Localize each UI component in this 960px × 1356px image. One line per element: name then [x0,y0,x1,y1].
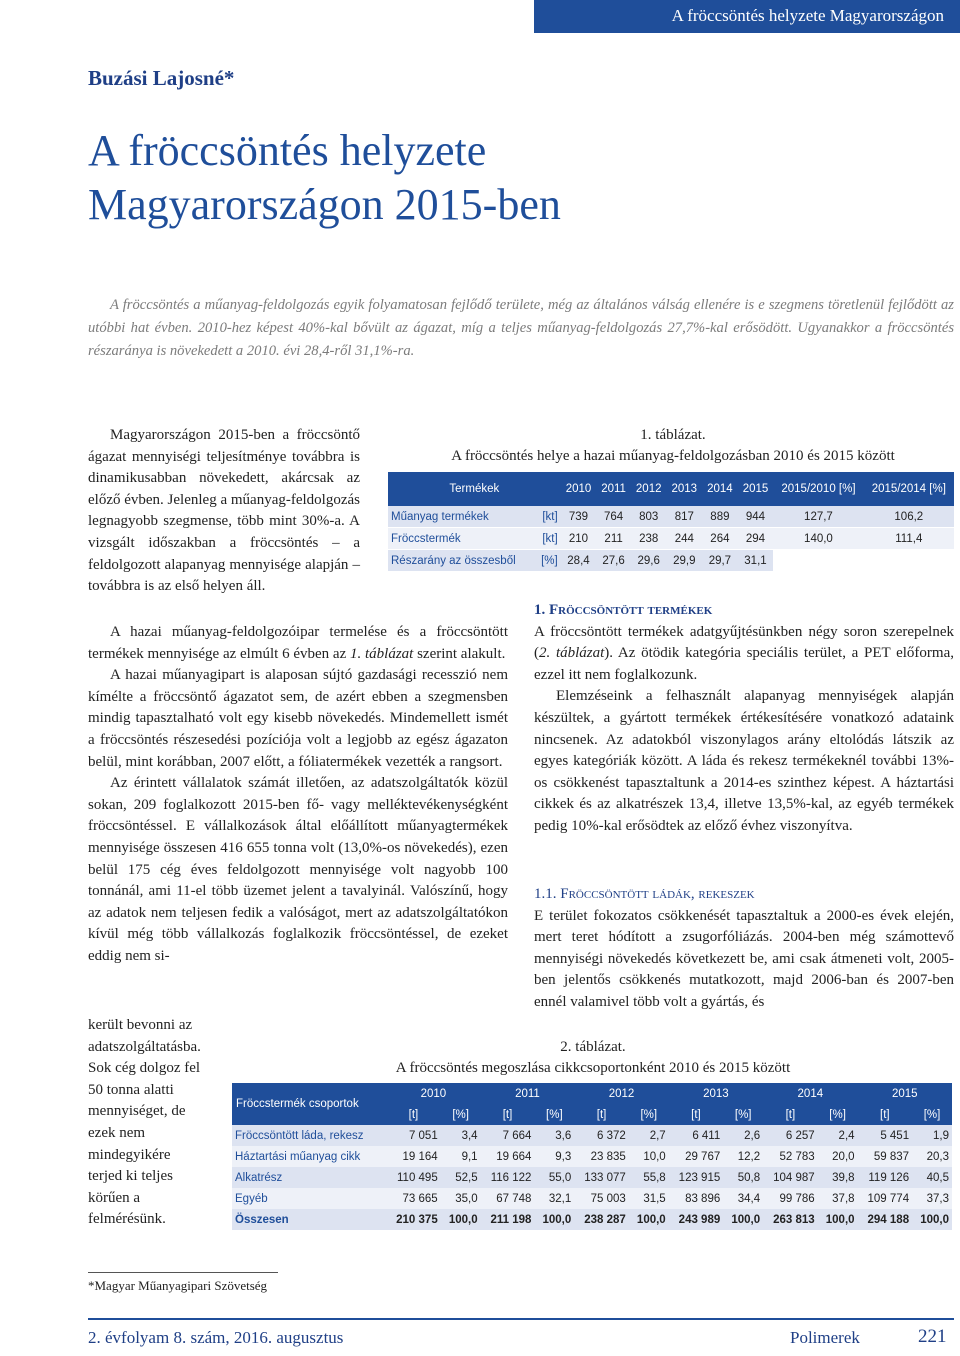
cell: 55,8 [629,1167,669,1188]
cell: 100,0 [441,1209,481,1230]
cell: 20,0 [818,1146,858,1167]
footer-journal: Polimerek [790,1328,860,1347]
text-run: A fröccsöntött termékek adatgyűjtésünkben négy soron szerepelnek ( [534,623,954,662]
table1-head-year: 2012 [631,472,667,506]
table2-head-year: 2011 [481,1083,575,1104]
cell: 35,0 [441,1188,481,1209]
cell: 59 837 [858,1146,913,1167]
cell: 32,1 [534,1188,574,1209]
cell: 109 774 [858,1188,913,1209]
row-label: Összesen [232,1209,386,1230]
footnote: *Magyar Műanyagipari Szövetség [88,1278,268,1293]
cell: 50,8 [723,1167,763,1188]
cell: 83 896 [669,1188,724,1209]
cell [864,550,954,572]
text-run: A hazai műanyag-feldolgozóipar termelése és a fröccsöntött termékek mennyisége az elmúlt 6 évben az [88,624,508,662]
unit-pct: [%] [629,1104,669,1125]
cell: 6 411 [669,1125,724,1146]
cell: 29,9 [667,550,703,572]
table1-head-year: 2013 [667,472,703,506]
paragraph: került bevonni az adatszolgáltatásba. Sok cég dolgoz fel 50 tonna alatti mennyiséget, de ezek nem mindegyikére terjed ki teljes körűen a felmérésünk. [88,1017,201,1228]
cell: 2,6 [723,1125,763,1146]
unit-pct: [%] [441,1104,481,1125]
table1-head-ratio: 2015/2014 [%] [864,472,954,506]
cell: 140,0 [773,528,863,550]
running-header-bar [534,0,960,33]
table2-head-label: Fröccstermék csoportok [232,1083,386,1125]
abstract: A fröccsöntés a műanyag-feldolgozás egyik folyamatosan fejlődő területe, még az általános válság ellenére is e szegmens töretlenül fejlődött az utóbbi hat évben. 2010-hez képest 40%-kal bővült az ágazat, míg a teljes műanyag-feldolgozás 27,7%-kal erősödött. Ugyanakkor a fröccsöntés részaránya is növekedett a 2010. évi 28,4-ről 31,1%-ra. [88,297,954,359]
unit-pct: [%] [534,1104,574,1125]
paragraph: E terület fokozatos csökkenését tapasztaltuk a 2000-es évek elején, mert teret hódított a zsugorfóliázás. 2004-ben még számottevő mennyiségi növekedés következett be, ami csak átmeneti volt, 2005-ben jelentős csökkenés mutatkozott, majd 2006-ban és 2007-ben ennél valamivel több volt a gyártás, és [534,907,954,1010]
cell: 29,6 [631,550,667,572]
title-line-2: Magyarországon 2015-ben [88,180,561,229]
table1-head-label: Termékek [388,472,561,506]
cell: 100,0 [534,1209,574,1230]
table1-caption-number: 1. táblázat. [640,427,706,443]
cell: 244 [667,528,703,550]
cell: 803 [631,506,667,528]
title-line-1: A fröccsöntés helyzete [88,126,487,175]
cell: 104 987 [763,1167,818,1188]
row-label: Háztartási műanyag cikk [232,1146,386,1167]
cell: 111,4 [864,528,954,550]
cell: 119 126 [858,1167,913,1188]
paragraph [88,622,508,665]
cell: 238 [631,528,667,550]
table-row [232,1209,952,1230]
table2 [232,1083,952,1230]
cell: 5 451 [858,1125,913,1146]
left-column-body [88,622,508,968]
cell: 67 748 [481,1188,535,1209]
cell: 6 372 [574,1125,629,1146]
cell: 9,3 [534,1146,574,1167]
cell: 19 164 [386,1146,441,1167]
row-unit: [%] [535,550,560,572]
table1-caption [388,425,958,467]
unit-t: [t] [386,1104,441,1125]
cell: 123 915 [669,1167,724,1188]
table-row [232,1146,952,1167]
table1-header-row [388,472,954,506]
cell: 29 767 [669,1146,724,1167]
cell: 211 198 [481,1209,535,1230]
table2-caption-title: A fröccsöntés megoszlása cikkcsoportonként 2010 és 2015 között [395,1060,791,1076]
table1-head-year: 2014 [702,472,738,506]
cell: 31,5 [629,1188,669,1209]
cell: 73 665 [386,1188,441,1209]
cell: 263 813 [763,1209,818,1230]
footer-issue: 2. évfolyam 8. szám, 2016. augusztus [88,1328,344,1347]
cell: 7 664 [481,1125,535,1146]
text-run: ). Az ötödik kategória speciális terület, a PET előforma, ezzel itt nem foglalkozunk. [534,645,954,683]
cell: 31,1 [738,550,774,572]
row-label: Részarány az összesből [388,550,535,572]
cell: 39,8 [818,1167,858,1188]
paragraph [534,622,954,687]
cell: 99 786 [763,1188,818,1209]
text-run: szerint alakult. [413,645,506,662]
table-reference: 1. táblázat [349,645,414,662]
cell: 28,4 [561,550,597,572]
table-row [232,1167,952,1188]
right-column-section1 [534,600,954,838]
cell: 3,4 [441,1125,481,1146]
running-title: A fröccsöntés helyzete Magyarországon [671,6,944,25]
cell: 133 077 [574,1167,629,1188]
cell: 75 003 [574,1188,629,1209]
cell: 238 287 [574,1209,629,1230]
cell: 12,2 [723,1146,763,1167]
cell: 110 495 [386,1167,441,1188]
cell: 817 [667,506,703,528]
article-title [88,124,848,232]
cell: 23 835 [574,1146,629,1167]
cell: 55,0 [534,1167,574,1188]
row-label: Fröccsöntött láda, rekesz [232,1125,386,1146]
cell: 116 122 [481,1167,535,1188]
right-column-section2 [534,884,954,1014]
cell: 6 257 [763,1125,818,1146]
cell: 764 [596,506,631,528]
cell: 9,1 [441,1146,481,1167]
cell: 264 [702,528,738,550]
cell: 52 783 [763,1146,818,1167]
row-label: Fröccstermék [388,528,535,550]
section-heading: 1.1. Fröccsöntött ládák, rekeszek [534,886,755,902]
table-row [388,506,954,528]
cell: 34,4 [723,1188,763,1209]
cell: 210 [561,528,597,550]
cell: 243 989 [669,1209,724,1230]
table1-head-ratio: 2015/2010 [%] [773,472,863,506]
cell: 100,0 [723,1209,763,1230]
cell [773,550,863,572]
table-reference: 2. táblázat [539,645,605,662]
left-column-intro [88,425,360,598]
table2-head-year: 2012 [574,1083,668,1104]
cell: 294 [738,528,774,550]
table1-head-year: 2015 [738,472,774,506]
unit-pct: [%] [818,1104,858,1125]
row-unit: [kt] [535,528,560,550]
left-column-continuation [88,1015,208,1231]
cell: 37,3 [912,1188,952,1209]
unit-t: [t] [858,1104,913,1125]
table2-caption [232,1037,954,1079]
cell: 127,7 [773,506,863,528]
table-row [232,1125,952,1146]
paragraph: Magyarországon 2015-ben a fröccsöntő ágazat mennyiségi teljesítménye továbbra is dinamikusabban növekedett, akárcsak az előző évben. Jelenleg a műanyag-feldolgozás legnagyobb szegmense, több mint 30%-a. A vizsgált időszakban a fröccsöntés – a feldolgozott alapanyag mennyisége alapján – továbbra is az első helyen áll. [88,427,360,595]
cell: 3,6 [534,1125,574,1146]
cell: 100,0 [912,1209,952,1230]
table1-head-year: 2010 [561,472,597,506]
table2-caption-number: 2. táblázat. [560,1039,626,1055]
table1 [388,472,954,572]
cell: 100,0 [629,1209,669,1230]
cell: 889 [702,506,738,528]
cell: 944 [738,506,774,528]
table2-head-year: 2010 [386,1083,480,1104]
cell: 210 375 [386,1209,441,1230]
table2-body [232,1125,952,1230]
unit-t: [t] [481,1104,535,1125]
cell: 52,5 [441,1167,481,1188]
cell: 106,2 [864,506,954,528]
unit-t: [t] [574,1104,629,1125]
row-label: Egyéb [232,1188,386,1209]
table1-head-year: 2011 [596,472,631,506]
table-row [388,550,954,572]
table2-head-year: 2013 [669,1083,763,1104]
cell: 1,9 [912,1125,952,1146]
row-label: Műanyag termékek [388,506,535,528]
author: Buzási Lajosné* [88,66,235,90]
table1-caption-title: A fröccsöntés helye a hazai műanyag-feldolgozásban 2010 és 2015 között [451,448,895,464]
cell: 40,5 [912,1167,952,1188]
section-heading: 1. Fröccsöntött termékek [534,602,713,618]
paragraph: Elemzéseink a felhasznált alapanyag mennyiségek alapján készültek, a gyártott termékek értékesítésére vonatkozó adataink nincsenek. Az adatokból viszonylagos arány eltolódás látszik az egyes kategóriák között. A láda és rekesz termékeknél további 13%-os csökkenést tapasztaltunk a 2014-es szinthez képest. A háztartási cikkek és az alkatrészek 13,4, illetve 13,5%-kal, az egyéb termékek pedig 10%-kal erősödtek az előző évhez viszonyítva. [534,688,954,834]
cell: 739 [561,506,597,528]
cell: 100,0 [818,1209,858,1230]
footnote-divider [88,1272,278,1273]
unit-pct: [%] [723,1104,763,1125]
table-row [232,1188,952,1209]
row-unit: [kt] [535,506,560,528]
cell: 211 [596,528,631,550]
cell: 19 664 [481,1146,535,1167]
cell: 29,7 [702,550,738,572]
unit-t: [t] [763,1104,818,1125]
unit-pct: [%] [912,1104,952,1125]
table2-header-row [232,1083,952,1104]
cell: 294 188 [858,1209,913,1230]
cell: 27,6 [596,550,631,572]
row-label: Alkatrész [232,1167,386,1188]
table-row [388,528,954,550]
paragraph: A hazai műanyagipart is alaposan sújtó gazdasági recesszió nem kímélte a fröccsöntő ágazatot sem, de azért ebben a szegmensben mindig tapasztalható volt egy kisebb növekedés. Mindemellett ismét a fröccsöntés részesedési pozíciója volt a legjobb az egész ágazaton belül, mint korábban, 2007 előtt, a fóliatermékek vezették a rangsort. [88,667,508,770]
cell: 37,8 [818,1188,858,1209]
footer-divider [88,1318,954,1320]
page-number: 221 [918,1326,947,1347]
cell: 7 051 [386,1125,441,1146]
unit-t: [t] [669,1104,724,1125]
paragraph: Az érintett vállalatok számát illetően, az adatszolgáltatók közül sokan, 209 foglalkozott 2015-ben fő- vagy melléktevékenységként fröccsöntéssel. E vállalkozások által előállított műanyagtermékek mennyisége összesen 416 655 tonna volt (13,0%-os növekedés), ezen belül 175 cég éves feldolgozott mennyisége volt nagyobb 100 tonnánál, ami 11-el több üzemet jelent a tavalyinál. Valószínű, hogy az adatok nem teljesen fedik a valóságot, mert az adatszolgáltatókon kívül még több vállalkozás foglalkozik fröccsöntéssel, de ezeket eddig nem si- [88,775,508,964]
cell: 20,3 [912,1146,952,1167]
table2-head-year: 2014 [763,1083,857,1104]
table2-head-year: 2015 [858,1083,952,1104]
cell: 10,0 [629,1146,669,1167]
cell: 2,4 [818,1125,858,1146]
cell: 2,7 [629,1125,669,1146]
